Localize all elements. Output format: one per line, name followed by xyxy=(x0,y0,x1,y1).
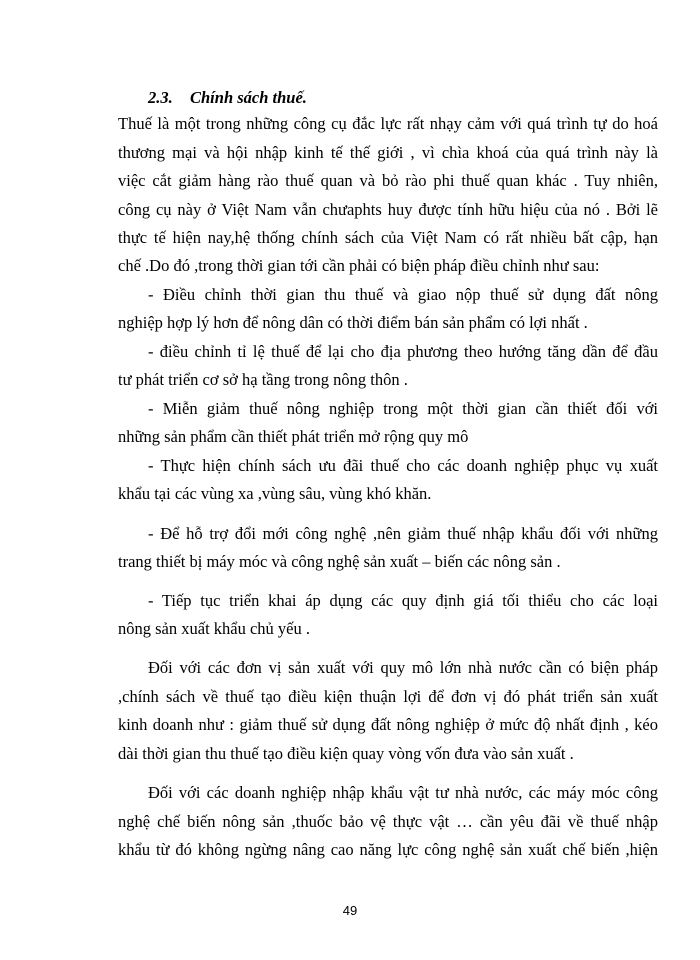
section-number: 2.3. xyxy=(148,88,173,107)
bullet-line: - Miễn giảm thuế nông nghiệp trong một thời gian cần thiết đối với xyxy=(148,398,658,418)
text-line: Đối với các đơn vị sản xuất với quy mô lớn nhà nước cần có biện pháp xyxy=(148,658,658,677)
section-title: Chính sách thuế. xyxy=(190,88,307,107)
text-line: Thuế là một trong những công cụ đắc lực rất nhạy cảm với quá trình tự do hoá xyxy=(118,114,658,133)
text-line: khẩu từ đó không ngừng nâng cao năng lực công nghệ sản xuất chế biến ,hiện xyxy=(118,840,658,859)
bullet-line: - Tiếp tục triển khai áp dụng các quy định giá tối thiểu cho các loại xyxy=(148,591,658,610)
text-line: trang thiết bị máy móc và công nghệ sản xuất – biến các nông sản . xyxy=(118,552,561,572)
text-line: tư phát triển cơ sở hạ tầng trong nông thôn . xyxy=(118,370,408,390)
bullet-line: - Thực hiện chính sách ưu đãi thuế cho các doanh nghiệp phục vụ xuất xyxy=(148,455,658,475)
text-line: nghệ chế biến nông sản ,thuốc bảo vệ thực vật … cần yêu đãi về thuế nhập xyxy=(118,811,658,831)
text-line: công cụ này ở Việt Nam vẫn chưaphts huy được tính hữu hiệu của nó . Bởi lẽ xyxy=(118,199,658,219)
bullet-line: - Điều chỉnh thời gian thu thuế và giao nộp thuế sử dụng đất nông xyxy=(148,284,658,304)
page-number: 49 xyxy=(342,903,358,918)
text-line: khẩu tại các vùng xa ,vùng sâu, vùng khó khăn. xyxy=(118,484,432,504)
text-line: thương mại và hội nhập kinh tế thế giới , vì chìa khoá của quá trình này là xyxy=(118,142,658,162)
bullet-line: - Để hỗ trợ đổi mới công nghệ ,nên giảm thuế nhập khẩu đối với những xyxy=(148,523,658,543)
text-line: chế .Do đó ,trong thời gian tới cần phải có biện pháp điều chỉnh như sau: xyxy=(118,256,600,276)
text-line: ,chính sách về thuế tạo điều kiện thuận lợi để đơn vị đó phát triển sản xuất xyxy=(118,686,658,706)
section-heading xyxy=(148,88,307,108)
text-line: Đối với các doanh nghiệp nhập khẩu vật tư nhà nước, các máy móc công xyxy=(148,783,658,802)
text-line: nông sản xuất khẩu chủ yếu . xyxy=(118,619,310,639)
text-line: dài thời gian thu thuế tạo điều kiện quay vòng vốn đưa vào sản xuất . xyxy=(118,743,574,763)
text-line: những sản phẩm cần thiết phát triển mở rộng quy mô xyxy=(118,427,469,447)
text-line: kinh doanh như : giảm thuế sử dụng đất nông nghiệp ở mức độ nhất định , kéo xyxy=(118,715,658,734)
text-line: việc cắt giảm hàng rào thuế quan và bỏ rào phi thuế quan khác . Tuy nhiên, xyxy=(118,171,658,190)
bullet-line: - điều chỉnh tỉ lệ thuế để lại cho địa phương theo hướng tăng dần để đầu xyxy=(148,341,658,361)
text-line: thực tế hiện nay,hệ thống chính sách của Việt Nam có rất nhiều bất cập, hạn xyxy=(118,228,658,247)
text-line: nghiệp hợp lý hơn để nông dân có thời điểm bán sản phẩm có lợi nhất . xyxy=(118,313,588,333)
